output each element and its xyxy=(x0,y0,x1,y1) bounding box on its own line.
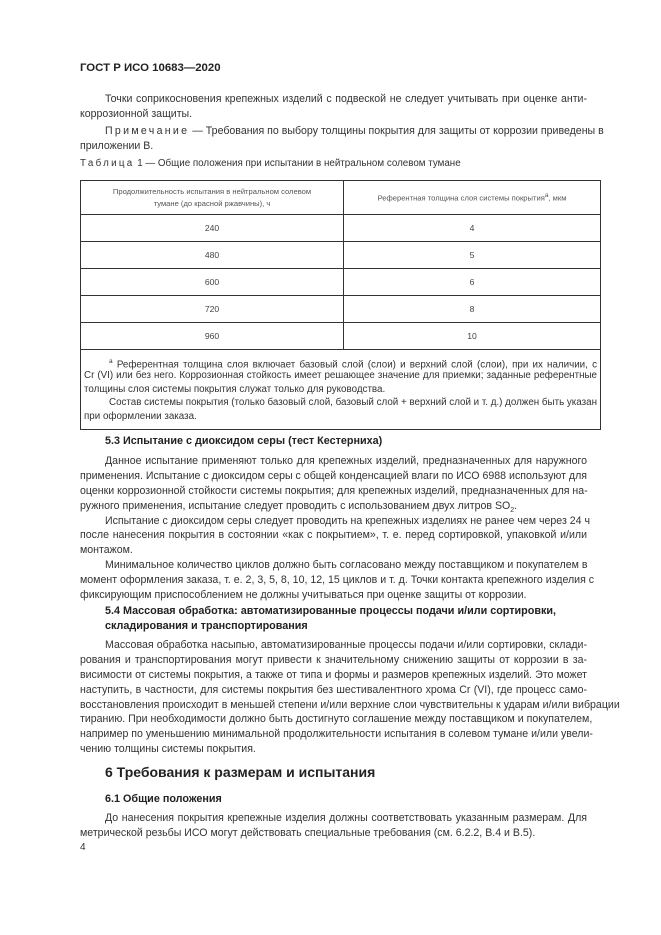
header-thickness: Референтная толщина слоя системы покрытия$^a$, мкм xyxy=(344,181,601,215)
paragraph-line: наступить, в частности, для системы покрытия без шестивалентного хрома Cr (VI), где процесс само- xyxy=(80,683,587,696)
table-row xyxy=(81,242,601,269)
paragraph-line: чению толщины системы покрытия. xyxy=(80,743,256,756)
paragraph-line: фиксирующим приспособлением не должны учитываться при оценке защиты от коррозии. xyxy=(80,589,527,602)
cell-hours: 960 xyxy=(81,323,344,350)
section-5-3-title: 5.3 Испытание с диоксидом серы (тест Кестерниха) xyxy=(105,435,383,447)
cell-thickness: 8 xyxy=(344,296,601,323)
cell-hours: 720 xyxy=(81,296,344,323)
section-5-3-body xyxy=(80,454,595,603)
note-text: приложении В. xyxy=(80,139,154,152)
paragraph-line: после нанесения покрытия в состоянии «как с покрытием», т. е. перед сортировкой, упаковкой и/или xyxy=(80,529,587,542)
section-6-title: 6 Требования к размерам и испытания xyxy=(105,764,376,780)
cell-thickness: 5 xyxy=(344,242,601,269)
intro-paragraph xyxy=(80,92,587,122)
paragraph-line: Минимальное количество циклов должно быть согласовано между поставщиком и покупателем в xyxy=(105,559,588,572)
header-duration: Продолжительность испытания в нейтральном солевом тумане (до красной ржавчины), ч xyxy=(81,181,344,215)
paragraph-line: например по уменьшению минимальной продолжительности испытания в солевом тумане и/или увели- xyxy=(80,728,593,741)
paragraph-line: метрической резьбы ИСО могут действовать специальные требования (см. 6.2.2, В.4 и В.5). xyxy=(80,826,536,839)
paragraph-line: Данное испытание применяют только для крепежных изделий, предназначенных для наружного xyxy=(105,455,587,467)
section-6-1-title: 6.1 Общие положения xyxy=(105,793,222,805)
paragraph-line: коррозионной защиты. xyxy=(80,107,193,120)
table-row xyxy=(81,215,601,242)
table-1 xyxy=(80,180,601,430)
paragraph-line: Массовая обработка насыпью, автоматизированные процессы подачи и/или сортировки, склади- xyxy=(105,639,587,651)
paragraph-line: До нанесения покрытия крепежные изделия должны соответствовать указанным размерам. Для xyxy=(105,812,587,824)
paragraph-line: оценки коррозионной стойкости системы покрытия; для крепежных изделий, предназначенных для на- xyxy=(80,484,588,497)
cell-thickness: 10 xyxy=(344,323,601,350)
paragraph-line: ружного применения, испытание следует проводить с использованием двух литров $SO_2$. xyxy=(80,499,518,514)
table-caption-label: Таблица xyxy=(80,158,135,169)
document-header: ГОСТ Р ИСО 10683—2020 xyxy=(80,62,221,74)
cell-hours: 480 xyxy=(81,242,344,269)
note-label: Примечание xyxy=(105,125,190,137)
table-row xyxy=(81,269,601,296)
table-row xyxy=(81,296,601,323)
section-5-4-title: 5.4 Массовая обработка: автоматизированные процессы подачи и/или сортировки, складирования и транспортирования xyxy=(105,605,557,632)
paragraph-line: применения. Испытание с диоксидом серы с общей конденсацией влаги по ИСО 6988 используют для xyxy=(80,469,587,482)
paragraph-line: момент оформления заказа, т. е. 2, 3, 5, 8, 10, 12, 15 циклов и т. д. Точки контакта крепежного изделия с xyxy=(80,574,595,587)
table-row xyxy=(81,323,601,350)
paragraph-line: восстановления происходит в меньшей степени и/или верхние слои чувствительны к ударам и/или вибрации xyxy=(80,698,620,711)
section-5-4-body xyxy=(80,638,620,757)
paragraph-line: висимости от системы покрытия, а также от типа и формы и размеров крепежных изделий. Это может xyxy=(80,668,587,681)
paragraph-line: рования и транспортирования могут привести к значительному снижению защиты от коррозии в за- xyxy=(80,653,587,666)
paragraph-line: тиранию. При необходимости должно быть достигнуто соглашение между поставщиком и покупателем, xyxy=(80,713,593,726)
note xyxy=(80,124,604,154)
table-footnote: $^a$ Референтная толщина слоя включает базовый слой (слои) и верхний слой (слои), при их наличии, с Cr (VI) или без него. Коррозионная стойкость имеет решающее значение для приемки; заданные референтные толщины слоя системы покрытия служат только для руководства. Состав системы покрытия (только базовый слой, базовый слой + верхний слой и т. д.) должен быть указан при оформлении заказа. xyxy=(81,350,601,430)
cell-thickness: 6 xyxy=(344,269,601,296)
table-header-row xyxy=(81,181,601,215)
page-number: 4 xyxy=(80,842,86,853)
note-text: — Требования по выбору толщины покрытия для защиты от коррозии приведены в xyxy=(189,125,604,137)
cell-hours: 600 xyxy=(81,269,344,296)
section-6-1-body xyxy=(80,811,587,841)
cell-thickness: 4 xyxy=(344,215,601,242)
paragraph-line: Точки соприкосновения крепежных изделий с подвеской не следует учитывать при оценке анти- xyxy=(105,93,587,105)
cell-hours: 240 xyxy=(81,215,344,242)
table-caption xyxy=(80,158,587,169)
paragraph-line: монтажом. xyxy=(80,544,133,557)
table-caption-text: 1 — Общие положения при испытании в нейтральном солевом тумане xyxy=(134,158,461,169)
table-footnote-row xyxy=(81,350,601,430)
paragraph-line: Испытание с диоксидом серы следует проводить на крепежных изделиях не ранее чем через 24 ч xyxy=(105,514,590,527)
